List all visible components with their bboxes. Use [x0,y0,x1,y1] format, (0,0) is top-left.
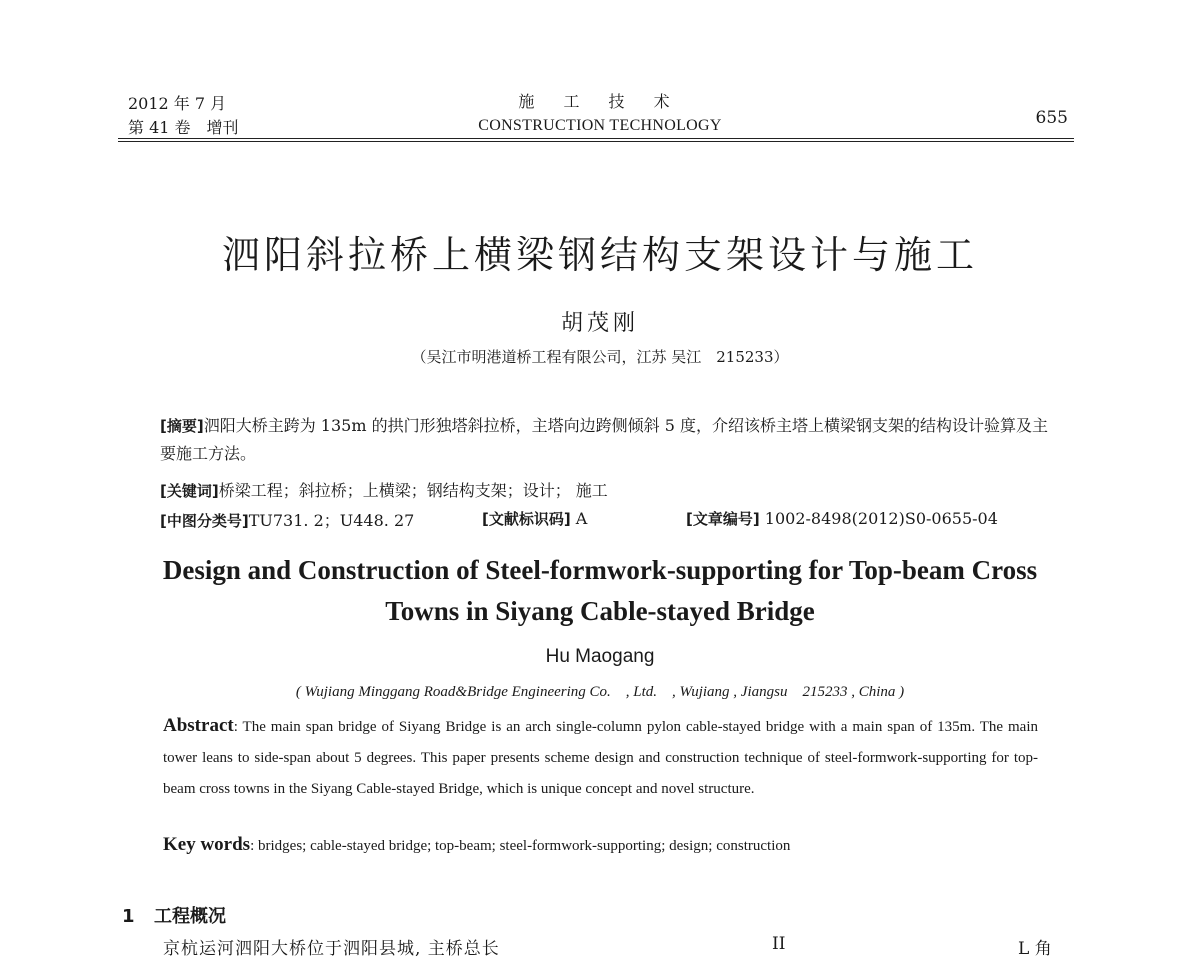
abstract-en [163,710,1038,805]
section-number: 1 [122,906,135,927]
article-no-label: [文章编号] [686,510,760,528]
article-title-cn: 泗阳斜拉桥上横梁钢结构支架设计与施工 [221,233,978,277]
keywords-cn [160,478,608,501]
abstract-cn [160,412,1050,468]
keywords-cn-label: [关键词] [160,482,219,500]
figure-fragment: II [772,934,786,954]
abstract-en-text: : The main span bridge of Siyang Bridge is an arch single-column pylon cable-stayed bridge with a main span of 135m. The main tower leans to side-span about 5 degrees. This paper presents scheme design and construction technique of steel-formwork-supporting for top-beam cross towns in the Siyang Cable-stayed Bridge, which is unique concept and novel structure. [163,719,1038,797]
document-code [482,508,587,529]
header-rule-thin [118,138,1074,139]
article-title-en [0,550,1200,632]
keywords-cn-text: 桥梁工程；斜拉桥；上横梁；钢结构支架；设计； 施工 [218,481,608,500]
section-heading [122,902,226,928]
issue-volume: 第 41 卷 增刊 [128,118,239,137]
header-rule-thick [118,141,1074,142]
abstract-en-label: Abstract [163,715,234,736]
affiliation-cn: （吴江市明港道桥工程有限公司，江苏 吴江 215233） [411,348,789,366]
author-cn: 胡茂刚 [560,311,639,336]
article-title-en-line1: Design and Construction of Steel-formwork-supporting for Top-beam Cross [162,555,1038,585]
author-en: Hu Maogang [545,646,655,667]
issue-info [128,92,239,140]
keywords-en-label: Key words [163,834,251,855]
journal-name [420,90,780,138]
clc-code [160,508,414,531]
abstract-cn-label: [摘要] [160,417,204,435]
article-title-en-line2: Towns in Siyang Cable-stayed Bridge [385,596,815,626]
body-text-line: 京杭运河泗阳大桥位于泗阳县城, 主桥总长 [163,939,500,959]
column-fragment: L 角 [1018,939,1052,959]
issue-date: 2012 年 7 月 [128,94,227,113]
journal-name-en: CONSTRUCTION TECHNOLOGY [478,117,722,134]
article-no-value: 1002-8498(2012)S0-0655-04 [759,509,998,528]
page-number: 655 [1035,108,1068,128]
article-number [686,508,998,529]
keywords-en [163,834,790,856]
clc-value: TU731. 2；U448. 27 [248,511,415,530]
abstract-cn-text: 泗阳大桥主跨为 135m 的拱门形独塔斜拉桥，主塔向边跨侧倾斜 5 度，介绍该桥主塔上横梁钢支架的结构设计验算及主要施工方法。 [160,416,1048,463]
doc-code-label: [文献标识码] [482,510,571,528]
journal-name-cn: 施 工 技 术 [518,92,682,111]
affiliation-en: ( Wujiang Minggang Road&Bridge Engineering Co. , Ltd. , Wujiang , Jiangsu 215233 , China ) [295,684,905,700]
keywords-en-text: : bridges; cable-stayed bridge; top-beam; steel-formwork-supporting; design; construction [250,838,791,854]
section-title: 工程概况 [154,906,226,927]
clc-label: [中图分类号] [160,512,249,530]
doc-code-value: A [570,509,588,528]
